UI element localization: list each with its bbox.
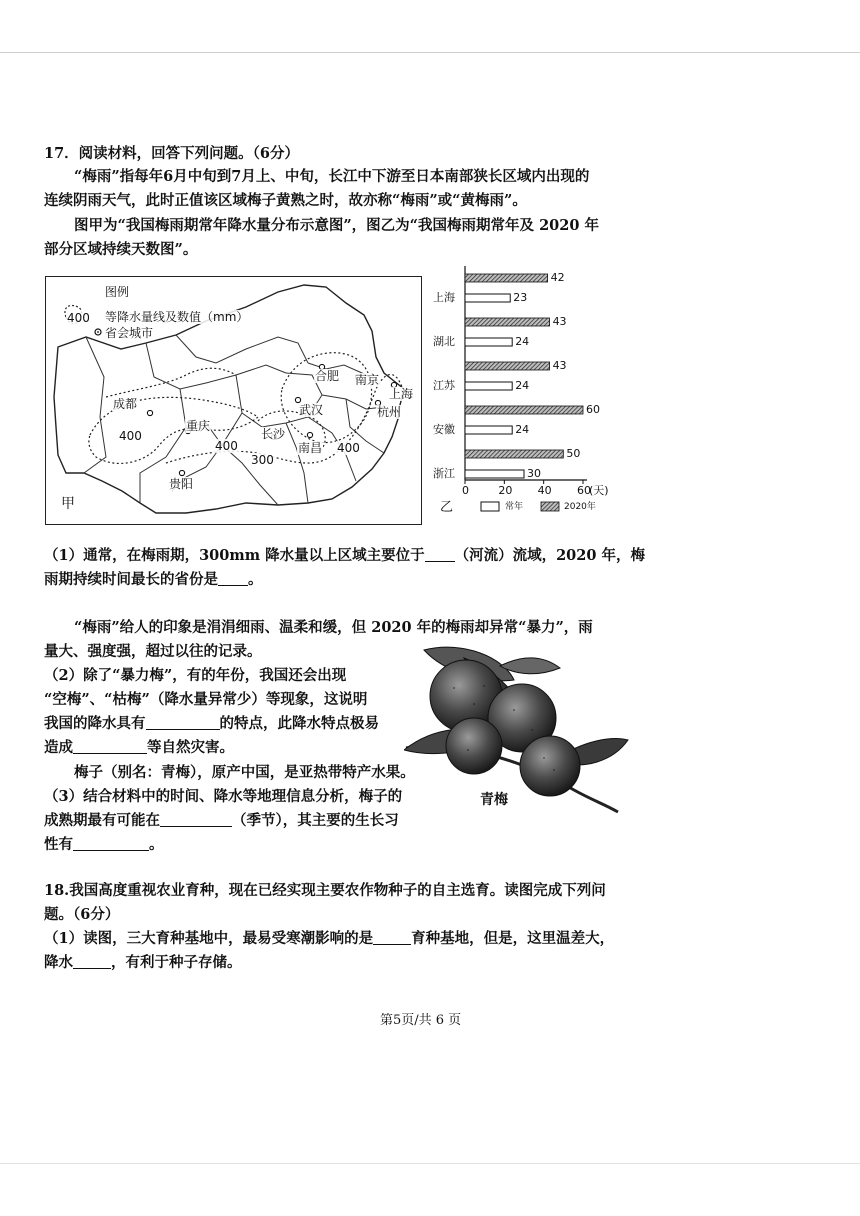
q18-sub1-text-a: （1）读图，三大育种基地中，最易受寒潮影响的是 bbox=[44, 930, 374, 947]
answer-blank[interactable] bbox=[73, 738, 147, 754]
category-label: 湖北 bbox=[433, 335, 455, 348]
q17-sub2-text-c: 造成 bbox=[44, 739, 73, 756]
answer-blank[interactable] bbox=[425, 546, 455, 562]
q17-sub2-line4 bbox=[44, 738, 234, 758]
bar-value-label: 24 bbox=[515, 379, 530, 392]
q17-para2-line2: 部分区域持续天数图”。 bbox=[44, 241, 198, 258]
isoline-label: 400 bbox=[215, 439, 238, 453]
answer-blank[interactable] bbox=[73, 953, 111, 969]
answer-blank[interactable] bbox=[160, 811, 232, 827]
answer-blank[interactable] bbox=[218, 570, 248, 586]
province-border bbox=[236, 373, 322, 427]
isoline-label: 300 bbox=[251, 453, 274, 467]
bar-2020 bbox=[465, 362, 550, 370]
q17-para4: 梅子（别名：青梅），原产中国，是亚热带特产水果。 bbox=[74, 764, 415, 781]
q18-title-line2: 题。（6分） bbox=[44, 906, 120, 923]
city-label-hangzhou: 杭州 bbox=[377, 405, 402, 419]
q17-title: 17．阅读材料，回答下列问题。（6分） bbox=[44, 145, 300, 162]
duration-bar-chart bbox=[425, 262, 615, 522]
bar-normal bbox=[465, 470, 524, 478]
category-label: 浙江 bbox=[433, 467, 455, 480]
bar-2020 bbox=[465, 406, 583, 414]
top-divider bbox=[0, 52, 860, 53]
q17-sub3-text-a: 成熟期最有可能在 bbox=[44, 812, 160, 829]
fruit-caption: 青梅 bbox=[480, 792, 508, 808]
bar-value-label: 43 bbox=[552, 315, 567, 328]
q17-sub1-end: 。 bbox=[248, 571, 263, 588]
x-axis-unit: (天) bbox=[589, 484, 609, 497]
map-legend-title: 图例 bbox=[105, 285, 130, 299]
legend-swatch-2020 bbox=[541, 502, 559, 511]
answer-blank[interactable] bbox=[146, 714, 220, 730]
q17-sub1-line2 bbox=[44, 570, 263, 590]
x-tick-label: 60 bbox=[577, 484, 591, 497]
city-label-changsha: 长沙 bbox=[261, 427, 286, 441]
q17-sub3-text-b: （季节），其主要的生长习 bbox=[232, 812, 399, 829]
city-label-chongqing: 重庆 bbox=[186, 419, 211, 433]
province-border bbox=[146, 343, 286, 389]
bar-value-label: 30 bbox=[527, 467, 541, 480]
q17-sub3-line1: （3）结合材料中的时间、降水等地理信息分析，梅子的 bbox=[44, 788, 403, 805]
bar-2020 bbox=[465, 318, 550, 326]
q17-sub3-line3 bbox=[44, 835, 164, 855]
q17-para1-line2: 连续阴雨天气，此时正值该区域梅子黄熟之时，故亦称“梅雨”或“黄梅雨”。 bbox=[44, 192, 527, 209]
bar-2020 bbox=[465, 450, 563, 458]
q18-sub1-text-c: 降水 bbox=[44, 954, 73, 971]
bar-normal bbox=[465, 426, 512, 434]
city-label-hefei: 合肥 bbox=[315, 369, 340, 383]
plum-fruit bbox=[520, 736, 580, 796]
city-label-guiyang: 贵阳 bbox=[169, 477, 194, 491]
legend-swatch-normal bbox=[481, 502, 499, 511]
answer-blank[interactable] bbox=[373, 929, 411, 945]
q18-sub1-line1 bbox=[44, 929, 614, 949]
bar-value-label: 42 bbox=[550, 271, 565, 284]
q18-sub1-text-d: ，有利于种子存储。 bbox=[111, 954, 242, 971]
q18-title: 18.我国高度重视农业育种，现在已经实现主要农作物种子的自主选育。读图完成下列问 bbox=[44, 882, 606, 899]
category-label: 江苏 bbox=[433, 379, 455, 392]
legend-label-normal: 常年 bbox=[505, 502, 524, 512]
bar-normal bbox=[465, 382, 512, 390]
q17-sub2-line2: “空梅”、“枯梅”（降水量异常少）等现象，这说明 bbox=[44, 691, 368, 708]
q17-para2-line1: 图甲为“我国梅雨期常年降水量分布示意图”，图乙为“我国梅雨期常年及 2020 年 bbox=[74, 217, 599, 234]
map-legend-city-text: 省会城市 bbox=[105, 326, 154, 340]
map-legend-isoline-value: 400 bbox=[67, 311, 90, 325]
bar-value-label: 24 bbox=[515, 335, 530, 348]
precipitation-map bbox=[45, 276, 422, 525]
q17-sub2-text-d: 等自然灾害。 bbox=[147, 739, 234, 756]
isoline-dotted bbox=[106, 368, 236, 397]
bar-normal bbox=[465, 294, 510, 302]
bottom-divider bbox=[0, 1163, 860, 1164]
q17-sub1-text-a: （1）通常，在梅雨期，300mm 降水量以上区域主要位于 bbox=[44, 547, 425, 564]
bar-value-label: 43 bbox=[552, 359, 567, 372]
q17-sub2-text-b: 的特点，此降水特点极易 bbox=[219, 715, 379, 732]
legend-label-2020: 2020年 bbox=[564, 502, 596, 512]
q17-sub1-line1 bbox=[44, 546, 645, 566]
x-tick-label: 0 bbox=[462, 484, 469, 497]
q17-sub1-text-b: （河流）流域，2020 年，梅 bbox=[454, 547, 645, 564]
province-border bbox=[176, 335, 308, 363]
map-figure-label: 甲 bbox=[61, 496, 75, 512]
q17-sub2-text-a: 我国的降水具有 bbox=[44, 715, 146, 732]
bar-2020 bbox=[465, 274, 548, 282]
q17-para1-line1: “梅雨”指每年6月中旬到7月上、中旬，长江中下游至日本南部狭长区域内出现的 bbox=[74, 168, 590, 185]
chart-figure-label: 乙 bbox=[440, 500, 454, 515]
bar-value-label: 50 bbox=[566, 447, 581, 460]
city-label-wuhan: 武汉 bbox=[299, 403, 324, 417]
map-legend-isoline-text: 等降水量线及数值（mm） bbox=[105, 310, 249, 324]
city-label-nanjing: 南京 bbox=[355, 373, 380, 387]
q17-sub3-line2 bbox=[44, 811, 399, 831]
city-label-shanghai: 上海 bbox=[389, 387, 414, 401]
province-border bbox=[84, 337, 106, 473]
q17-sub3-text-d: 。 bbox=[149, 836, 164, 853]
q17-para3-line2: 量大、强度强，超过以往的记录。 bbox=[44, 643, 262, 660]
bar-normal bbox=[465, 338, 512, 346]
q18-sub1-text-b: 育种基地，但是，这里温差大， bbox=[411, 930, 615, 947]
answer-blank[interactable] bbox=[73, 835, 149, 851]
city-label-nanchang: 南昌 bbox=[298, 441, 323, 455]
q17-sub2-line3 bbox=[44, 714, 379, 734]
bar-value-label: 60 bbox=[586, 403, 600, 416]
bar-value-label: 23 bbox=[513, 291, 528, 304]
category-label: 安徽 bbox=[433, 423, 455, 436]
q17-sub1-text-c: 雨期持续时间最长的省份是 bbox=[44, 571, 218, 588]
plum-fruit bbox=[446, 718, 502, 774]
q17-sub3-text-c: 性有 bbox=[44, 836, 73, 853]
q17-sub2-line1: （2）除了“暴力梅”，有的年份，我国还会出现 bbox=[44, 667, 347, 684]
isoline-label: 400 bbox=[119, 429, 142, 443]
x-tick-label: 20 bbox=[498, 484, 513, 497]
isoline-label: 400 bbox=[337, 441, 360, 455]
page-number: 第5页/共 6 页 bbox=[380, 1013, 462, 1028]
green-plum-picture bbox=[404, 640, 630, 818]
city-label-chengdu: 成都 bbox=[113, 397, 138, 411]
x-tick-label: 40 bbox=[537, 484, 552, 497]
bar-value-label: 24 bbox=[515, 423, 530, 436]
category-label: 上海 bbox=[433, 291, 455, 304]
q17-para3-line1: “梅雨”给人的印象是涓涓细雨、温柔和缓，但 2020 年的梅雨却异常“暴力”，雨 bbox=[74, 619, 593, 636]
q18-sub1-line2 bbox=[44, 953, 242, 973]
